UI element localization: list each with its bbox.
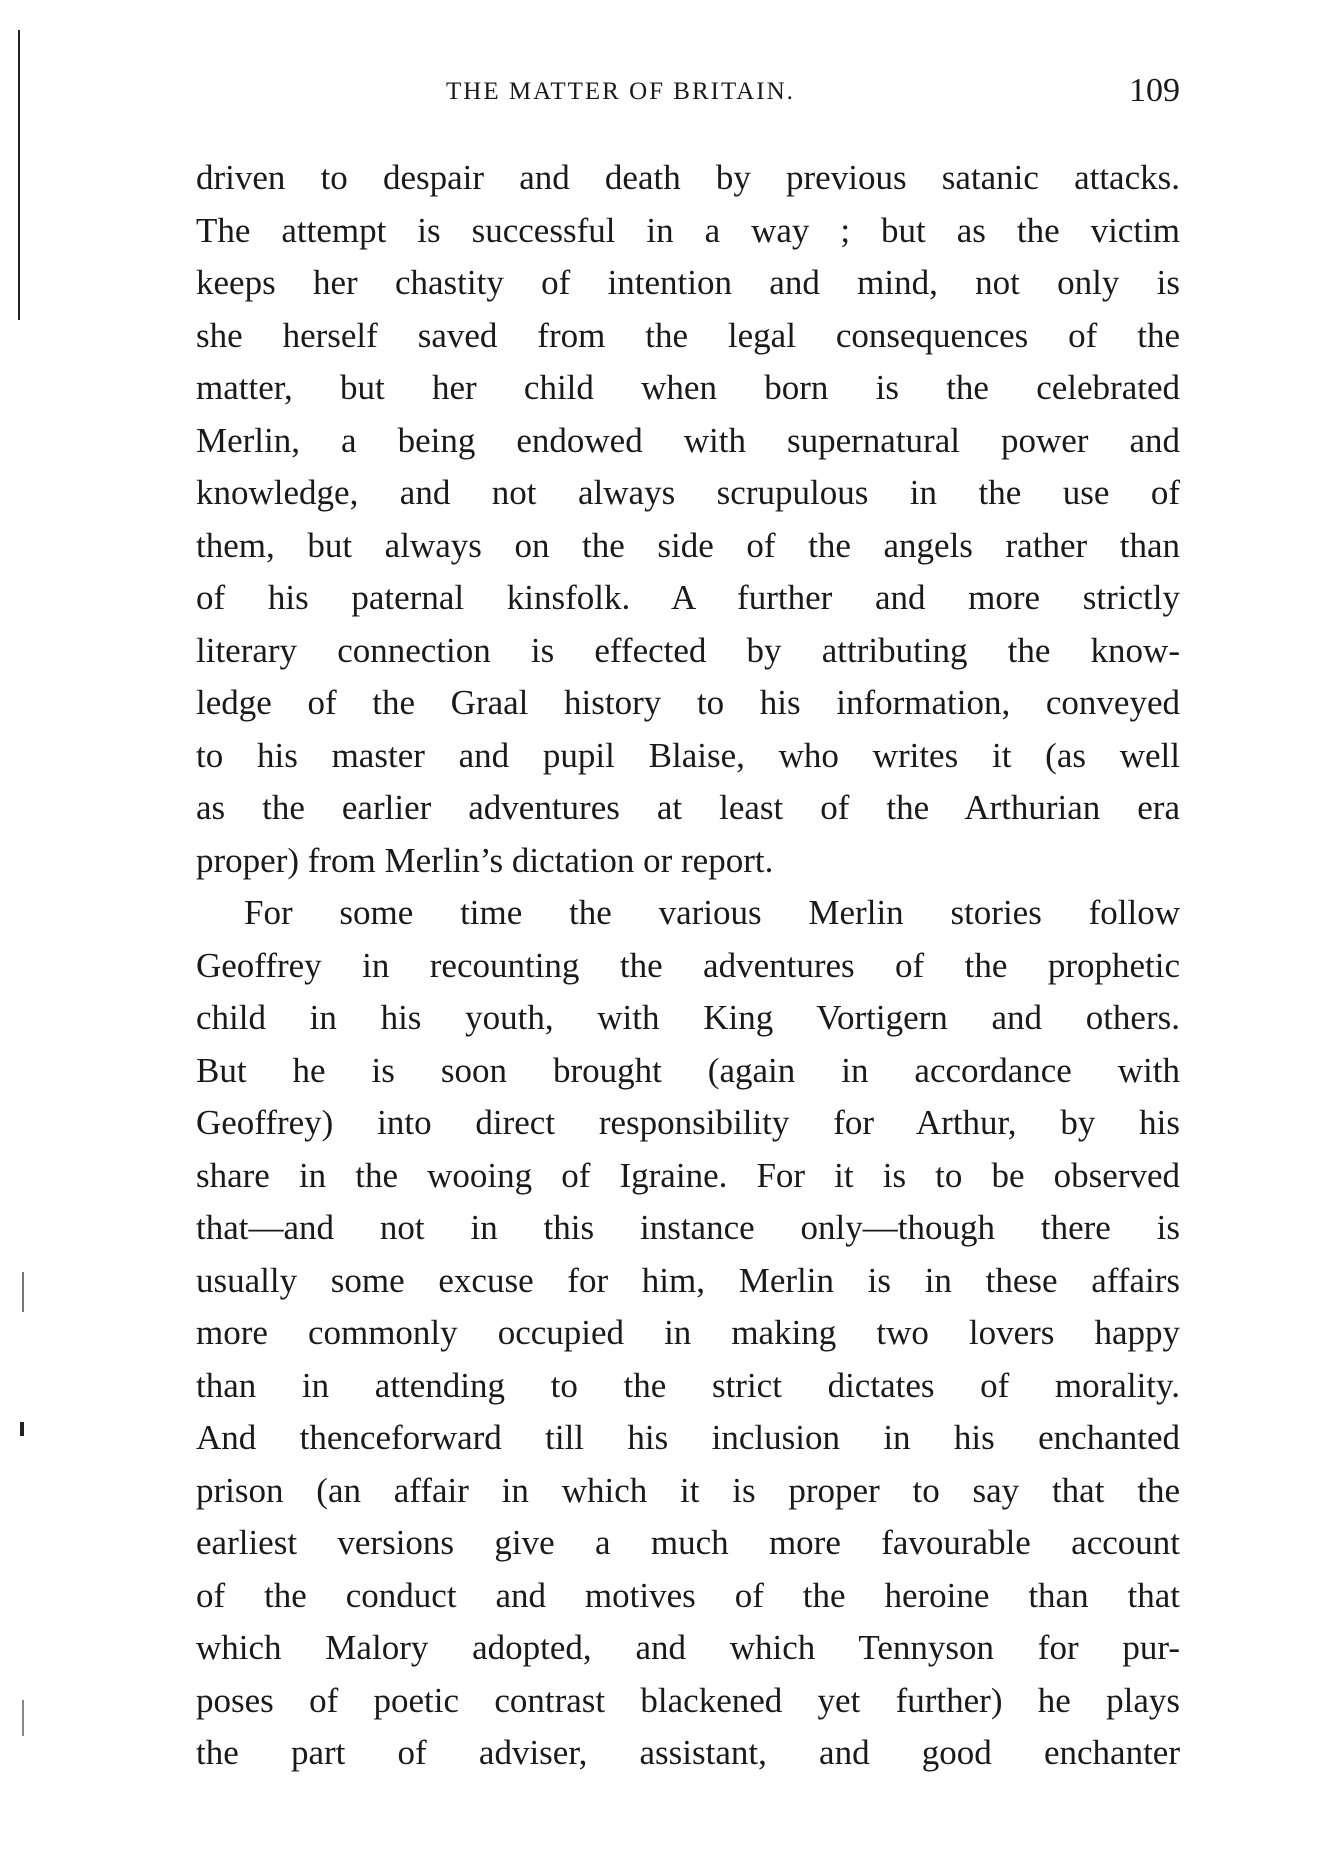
text-line: poses of poetic contrast blackened yet further) he plays [196,1680,1180,1720]
text-line: The attempt is successful in a way ; but as the victim [196,210,1180,250]
text-line: usually some excuse for him, Merlin is in these affairs [196,1260,1180,1300]
text-line: the part of adviser, assistant, and good enchanter [196,1733,1180,1772]
text-line: prison (an affair in which it is proper to say that the [196,1470,1180,1510]
body-text [196,152,1180,1780]
running-title: THE MATTER OF BRITAIN. [446,78,795,105]
text-line: earliest versions give a much more favourable account [196,1523,1180,1562]
text-line: than in attending to the strict dictates of morality. [196,1365,1180,1405]
text-line: driven to despair and death by previous satanic attacks. [196,158,1180,197]
text-line: Merlin, a being endowed with supernatural power and [196,420,1180,460]
text-line: share in the wooing of Igraine. For it is to be observed [196,1155,1180,1195]
scan-speck [20,1422,24,1436]
text-line: which Malory adopted, and which Tennyson for pur- [196,1628,1180,1667]
text-line: And thenceforward till his inclusion in his enchanted [196,1418,1180,1457]
text-line: to his master and pupil Blaise, who writes it (as well [196,735,1180,775]
text-line: as the earlier adventures at least of the Arthurian era [196,788,1180,827]
text-line: that—and not in this instance only—though there is [196,1208,1180,1247]
text-line: But he is soon brought (again in accordance with [196,1050,1180,1090]
text-line: Geoffrey) into direct responsibility for Arthur, by his [196,1103,1180,1142]
text-line: child in his youth, with King Vortigern and others. [196,998,1180,1037]
text-line: matter, but her child when born is the celebrated [196,368,1180,407]
text-line: she herself saved from the legal consequences of the [196,315,1180,355]
page-number: 109 [1129,72,1180,109]
text-line: Geoffrey in recounting the adventures of the prophetic [196,945,1180,985]
scan-speck [22,1700,24,1736]
text-line: more commonly occupied in making two lovers happy [196,1313,1180,1352]
text-line: For some time the various Merlin stories follow [244,893,1180,932]
text-line: of the conduct and motives of the heroine than that [196,1575,1180,1615]
scan-edge-line [18,30,20,320]
text-line: literary connection is effected by attributing the know- [196,630,1180,670]
text-line: them, but always on the side of the angels rather than [196,525,1180,565]
text-line: knowledge, and not always scrupulous in the use of [196,473,1180,512]
page-header [196,72,1180,116]
text-line: ledge of the Graal history to his information, conveyed [196,683,1180,722]
scan-speck [22,1272,24,1312]
text-line: proper) from Merlin’s dictation or report. [196,840,774,880]
text-line: of his paternal kinsfolk. A further and more strictly [196,578,1180,617]
text-line: keeps her chastity of intention and mind, not only is [196,263,1180,302]
